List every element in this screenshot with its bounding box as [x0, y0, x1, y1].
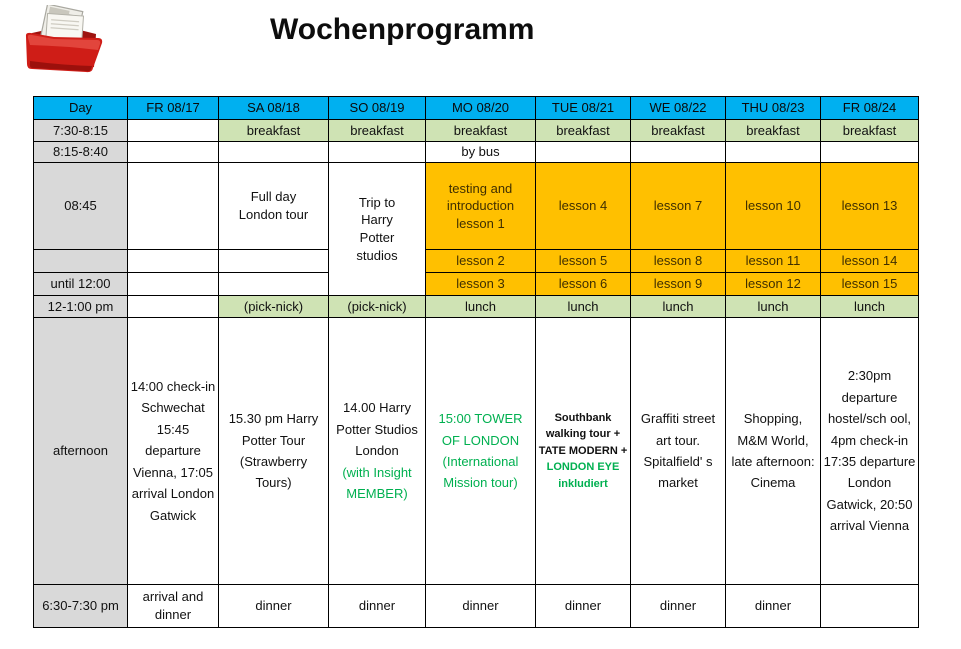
cell-breakfast-mo20: breakfast [426, 120, 536, 142]
row-label-afternoon: afternoon [34, 318, 128, 585]
cell-afternoon-fr17: 14:00 check-in Schwechat 15:45 departure Vienna, 17:05 arrival London Gatwick [128, 318, 219, 585]
afternoon-so19-activity: 14.00 Harry Potter Studios London [336, 400, 418, 459]
breakfast-row [34, 120, 919, 142]
column-header-fr-08-24: FR 08/24 [821, 97, 919, 120]
afternoon-row [34, 318, 919, 585]
afternoon-mo20-activity: 15:00 TOWER OF LONDON (International Mission tour) [438, 411, 523, 491]
row-label-until-noon: until 12:00 [34, 273, 128, 296]
cell-lesson-5: lesson 5 [536, 250, 631, 273]
cell-lesson-10: lesson 10 [726, 163, 821, 250]
bus-row [34, 142, 919, 163]
cell-bus-fr17 [128, 142, 219, 163]
column-header-thu-08-23: THU 08/23 [726, 97, 821, 120]
cell-afternoon-so19 [329, 318, 426, 585]
cell-morning-fr17 [128, 163, 219, 250]
cell-lesson-6: lesson 6 [536, 273, 631, 296]
cell-dinner-we22: dinner [631, 585, 726, 628]
column-header-tue-08-21: TUE 08/21 [536, 97, 631, 120]
cell-dinner-mo20: dinner [426, 585, 536, 628]
cell-late-morning-sa18 [219, 250, 329, 273]
cell-until-noon-fr17 [128, 273, 219, 296]
cell-dinner-fr17: arrival and dinner [128, 585, 219, 628]
cell-bus-tue21 [536, 142, 631, 163]
cell-lunch-we22: lunch [631, 296, 726, 318]
until-noon-row [34, 273, 919, 296]
cell-afternoon-we22: Graffiti street art tour. Spitalfield' s market [631, 318, 726, 585]
row-label-late-morning [34, 250, 128, 273]
late-morning-row [34, 250, 919, 273]
column-header-sa-08-18: SA 08/18 [219, 97, 329, 120]
cell-lesson-14: lesson 14 [821, 250, 919, 273]
page-title: Wochenprogramm [270, 13, 535, 46]
cell-breakfast-tue21: breakfast [536, 120, 631, 142]
cell-bus-fr24 [821, 142, 919, 163]
row-label-breakfast: 7:30-8:15 [34, 120, 128, 142]
cell-afternoon-thu23: Shopping, M&M World, late afternoon: Cinema [726, 318, 821, 585]
cell-dinner-fr24 [821, 585, 919, 628]
afternoon-tue21-activity: Southbank walking tour + TATE MODERN + [538, 411, 628, 457]
cell-afternoon-mo20 [426, 318, 536, 585]
cell-lesson-2: lesson 2 [426, 250, 536, 273]
morning-row [34, 163, 919, 250]
cell-dinner-tue21: dinner [536, 585, 631, 628]
cell-lesson-4: lesson 4 [536, 163, 631, 250]
cell-breakfast-thu23: breakfast [726, 120, 821, 142]
cell-morning-mo20: testing and introduction lesson 1 [426, 163, 536, 250]
cell-bus-sa18 [219, 142, 329, 163]
cell-lesson-7: lesson 7 [631, 163, 726, 250]
cell-dinner-sa18: dinner [219, 585, 329, 628]
cell-bus-so19 [329, 142, 426, 163]
cell-lunch-thu23: lunch [726, 296, 821, 318]
cell-breakfast-fr17 [128, 120, 219, 142]
row-label-morning: 08:45 [34, 163, 128, 250]
cell-afternoon-tue21 [536, 318, 631, 585]
cell-lunch-tue21: lunch [536, 296, 631, 318]
cell-late-morning-fr17 [128, 250, 219, 273]
header-row [34, 97, 919, 120]
cell-until-noon-sa18 [219, 273, 329, 296]
weekly-program-table [33, 96, 919, 628]
cell-lesson-13: lesson 13 [821, 163, 919, 250]
cell-picknick-so19: (pick-nick) [329, 296, 426, 318]
red-folder-icon [16, 5, 108, 81]
cell-lesson-15: lesson 15 [821, 273, 919, 296]
column-header-fr-08-17: FR 08/17 [128, 97, 219, 120]
row-label-bus: 8:15-8:40 [34, 142, 128, 163]
cell-morning-so19-merged: Trip to Harry Potter studios [329, 163, 426, 296]
cell-picknick-sa18: (pick-nick) [219, 296, 329, 318]
cell-bus-we22 [631, 142, 726, 163]
dinner-row [34, 585, 919, 628]
cell-breakfast-fr24: breakfast [821, 120, 919, 142]
row-label-dinner: 6:30-7:30 pm [34, 585, 128, 628]
cell-lesson-8: lesson 8 [631, 250, 726, 273]
row-label-lunch: 12-1:00 pm [34, 296, 128, 318]
cell-bus-mo20: by bus [426, 142, 536, 163]
cell-dinner-thu23: dinner [726, 585, 821, 628]
cell-bus-thu23 [726, 142, 821, 163]
column-header-mo-08-20: MO 08/20 [426, 97, 536, 120]
column-header-we-08-22: WE 08/22 [631, 97, 726, 120]
cell-morning-sa18: Full day London tour [219, 163, 329, 250]
cell-lesson-3: lesson 3 [426, 273, 536, 296]
cell-breakfast-sa18: breakfast [219, 120, 329, 142]
cell-afternoon-sa18: 15.30 pm Harry Potter Tour (Strawberry Tours) [219, 318, 329, 585]
cell-lunch-fr17 [128, 296, 219, 318]
cell-lesson-11: lesson 11 [726, 250, 821, 273]
cell-lesson-9: lesson 9 [631, 273, 726, 296]
cell-breakfast-so19: breakfast [329, 120, 426, 142]
cell-dinner-so19: dinner [329, 585, 426, 628]
lunch-row [34, 296, 919, 318]
column-header-day: Day [34, 97, 128, 120]
cell-breakfast-we22: breakfast [631, 120, 726, 142]
column-header-so-08-19: SO 08/19 [329, 97, 426, 120]
afternoon-so19-note: (with Insight MEMBER) [342, 464, 412, 502]
cell-afternoon-fr24: 2:30pm departure hostel/sch ool, 4pm check-in 17:35 departure London Gatwick, 20:50 arrival Vienna [821, 318, 919, 585]
cell-lesson-12: lesson 12 [726, 273, 821, 296]
cell-lunch-mo20: lunch [426, 296, 536, 318]
cell-lunch-fr24: lunch [821, 296, 919, 318]
afternoon-tue21-note: LONDON EYE inkludiert [546, 461, 620, 490]
